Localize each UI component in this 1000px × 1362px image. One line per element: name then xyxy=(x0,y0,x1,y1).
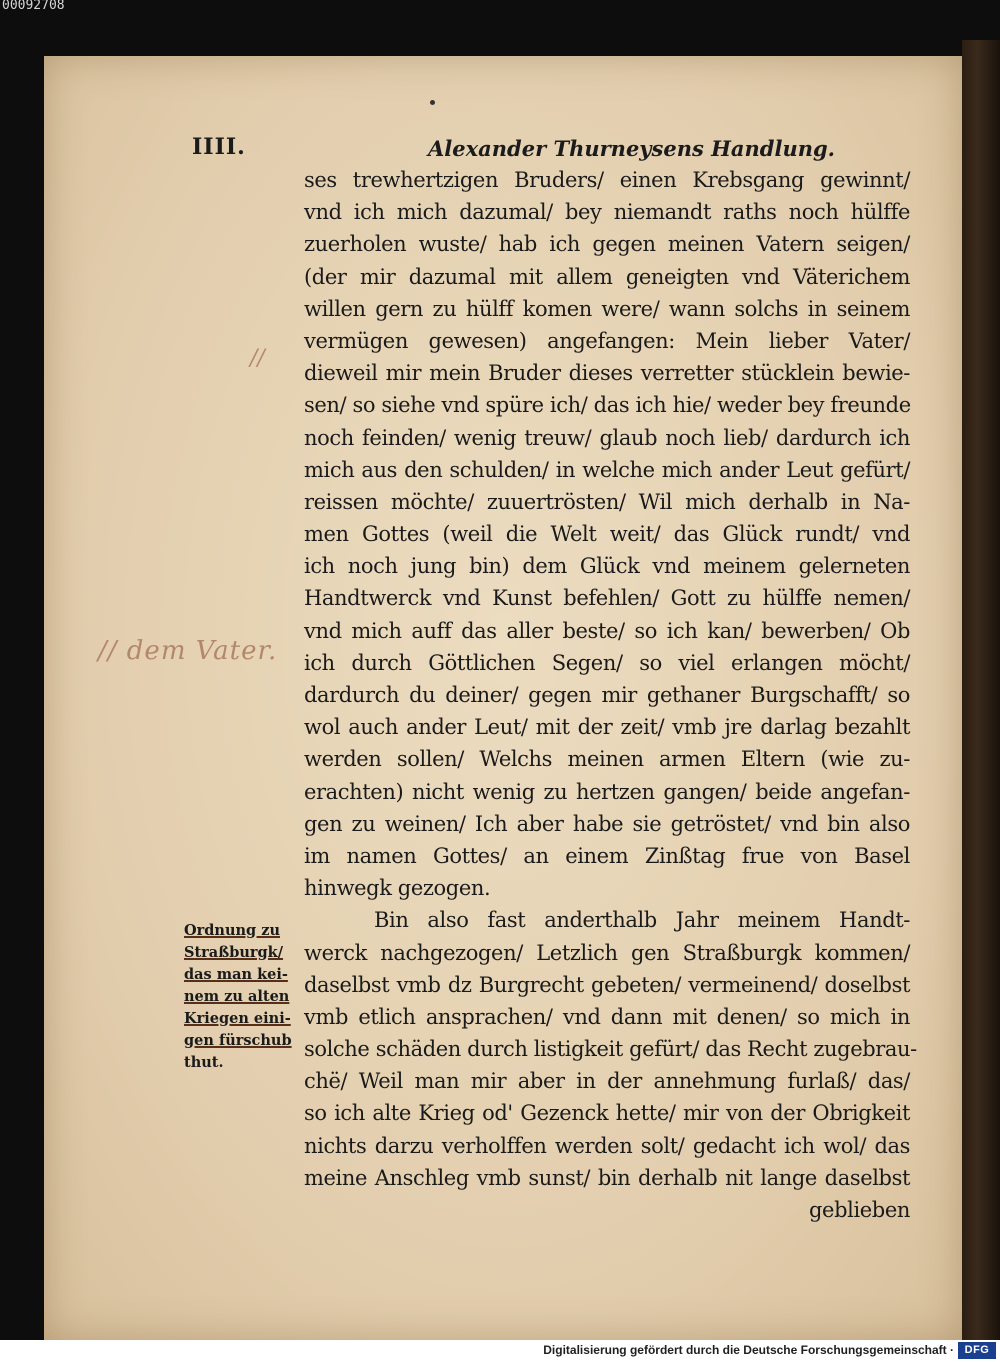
catchword: geblieben xyxy=(809,1198,910,1222)
side-note-line-6: gen fürschub xyxy=(184,1032,292,1049)
body-text xyxy=(304,168,917,1230)
text-line-19: werden sollen/ Welchs meinen armen Eltern (wie zu- xyxy=(304,747,910,772)
text-line-29: chë/ Weil man mir aber in der annehmung furlaß/ das/ xyxy=(304,1069,910,1094)
text-line-16: ich durch Göttlichen Segen/ so viel erlangen möcht/ xyxy=(304,650,910,675)
side-note-line-7: thut. xyxy=(184,1054,224,1071)
text-line-30: so ich alte Krieg od' Gezenck hette/ mir von der Obrigkeit xyxy=(304,1101,910,1126)
text-line-20: erachten) nicht wenig zu hertzen gangen/ beide angefan- xyxy=(304,779,910,804)
text-line-28: solche schäden durch listigkeit gefürt/ das Recht zugebrau- xyxy=(304,1037,917,1062)
text-line-18: wol auch ander Leut/ mit der zeit/ vmb jre darlag bezahlt xyxy=(304,715,910,740)
text-line-14: Handtwerck vnd Kunst befehlen/ Gott zu hülffe nemen/ xyxy=(304,586,910,611)
text-line-17: dardurch du deiner/ gegen mir gethaner Burgschafft/ so xyxy=(304,683,910,707)
dfg-logo-icon[interactable]: DFG xyxy=(958,1342,996,1359)
text-line-25: werck nachgezogen/ Letzlich gen Straßburgk kommen/ xyxy=(304,940,910,965)
text-line-24: Bin also fast anderthalb Jahr meinem Handt- xyxy=(374,908,910,933)
text-line-23: hinwegk gezogen. xyxy=(304,876,491,901)
text-line-22: im namen Gottes/ an einem Zinßtag frue von Basel xyxy=(304,843,910,868)
text-line-32: meine Anschleg vmb sunst/ bin derhalb nit lange daselbst xyxy=(304,1165,910,1190)
marginal-mark-1: // xyxy=(250,346,265,371)
running-title: Alexander Thurneysens Handlung. xyxy=(428,136,835,161)
marginal-mark-2: // dem Vater. xyxy=(98,636,278,666)
text-line-3: zuerholen wuste/ hab ich gegen meinen Vatern seigen/ xyxy=(304,232,910,257)
side-note-line-1: Ordnung zu xyxy=(184,922,280,939)
folio-number: IIII. xyxy=(192,134,246,160)
book-spine xyxy=(962,40,1000,1340)
side-note-line-4: nem zu alten xyxy=(184,988,290,1005)
text-line-8: sen/ so siehe vnd spüre ich/ das ich hie/ weder bey freunde xyxy=(304,393,911,418)
text-line-26: daselbst vmb dz Burgrecht gebeten/ vermeinend/ doselbst xyxy=(304,972,910,997)
text-line-10: mich aus den schulden/ in welche mich ander Leut gefürt/ xyxy=(304,457,910,482)
text-line-27: vmb etlich ansprachen/ vnd dann mit denen/ so mich in xyxy=(304,1004,910,1029)
text-line-21: gen zu weinen/ Ich aber habe sie getröstet/ vnd bin also xyxy=(304,811,910,836)
footer-credit: Digitalisierung gefördert durch die Deutsche Forschungsgemeinschaft · xyxy=(543,1343,954,1357)
text-line-31: nichts darzu verholffen werden solt/ gedacht ich wol/ das xyxy=(304,1133,910,1158)
scan-id: 00092708 xyxy=(2,0,65,13)
text-line-15: vnd mich auff das aller beste/ so ich kan/ bewerben/ Ob xyxy=(304,618,910,643)
text-line-13: ich noch jung bin) dem Glück vnd meinem gelerneten xyxy=(304,554,910,579)
side-note xyxy=(184,920,294,1074)
text-line-6: vermügen gewesen) angefangen: Mein lieber Vater/ xyxy=(304,328,910,353)
footer-bar xyxy=(0,1340,1000,1362)
text-line-4: (der mir dazumal mit allem geneigten vnd Väterichem xyxy=(304,264,910,289)
side-note-line-2: Straßburgk/ xyxy=(184,944,284,961)
text-line-5: willen gern zu hülff komen were/ wann solchs in seinem xyxy=(304,296,910,321)
text-line-1: ses trewhertzigen Bruders/ einen Krebsgang gewinnt/ xyxy=(304,168,910,192)
side-note-line-3: das man kei- xyxy=(184,966,288,983)
text-line-2: vnd ich mich dazumal/ bey niemandt raths noch hülffe xyxy=(304,200,910,225)
text-line-7: dieweil mir mein Bruder dieses verretter stücklein bewie- xyxy=(304,361,910,386)
side-note-line-5: Kriegen eini- xyxy=(184,1010,291,1027)
text-line-9: noch feinden/ wenig treuw/ glaub noch lieb/ dardurch ich xyxy=(304,425,910,450)
ink-dot xyxy=(430,100,435,105)
text-line-12: men Gottes (weil die Welt weit/ das Glück rundt/ vnd xyxy=(304,522,910,547)
text-line-11: reissen möchte/ zuuertrösten/ Wil mich derhalb in Na- xyxy=(304,489,910,514)
